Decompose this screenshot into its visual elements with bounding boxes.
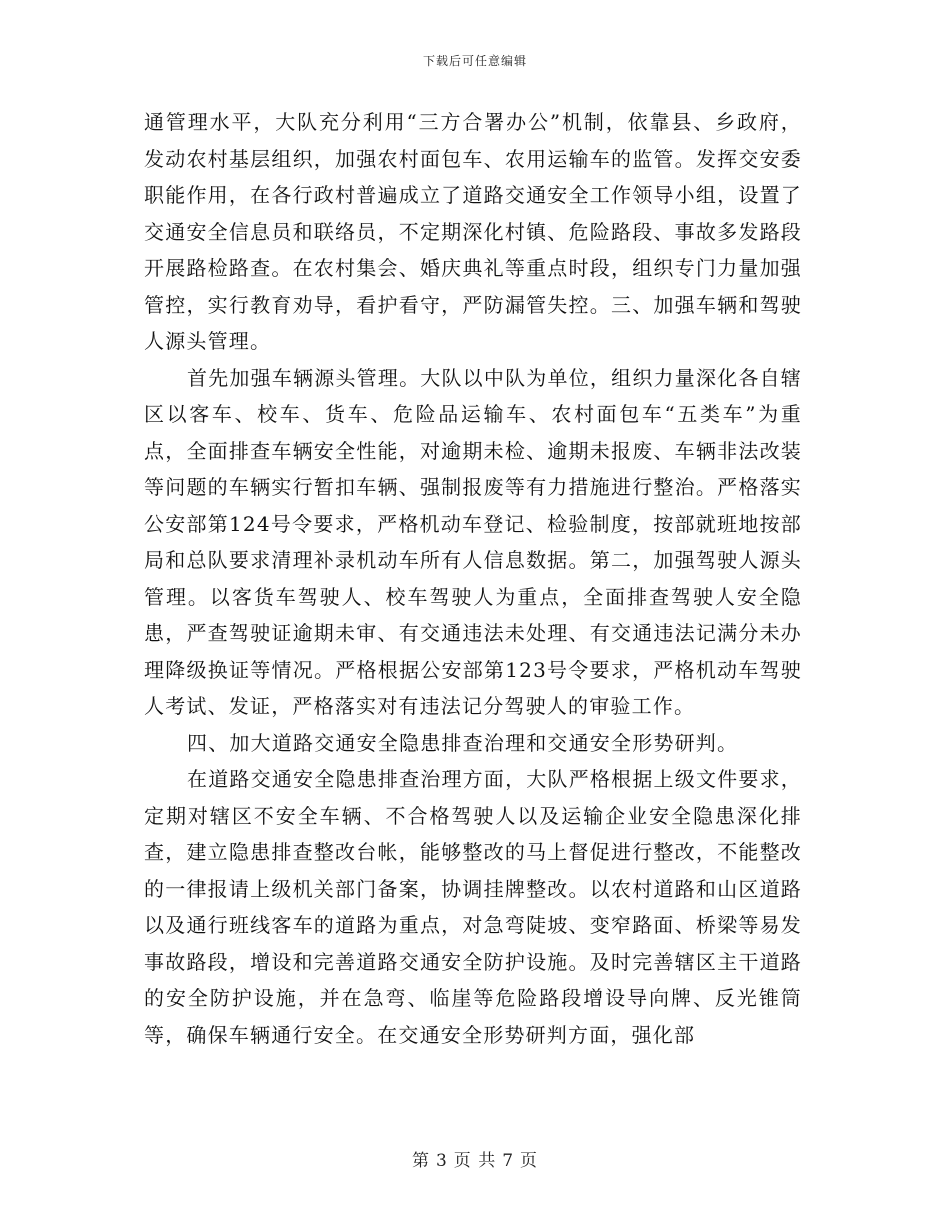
paragraph-2: 首先加强车辆源头管理。大队以中队为单位，组织力量深化各自辖区以客车、校车、货车、危险品运输车、农村面包车“五类车”为重点，全面排查车辆安全性能，对逾期未检、逾期未报废、车辆非法改装等问题的车辆实行暂扣车辆、强制报废等有力措施进行整治。严格落实公安部第124号令要求，严格机动车登记、检验制度，按部就班地按部局和总队要求清理补录机动车所有人信息数据。第二，加强驾驶人源头管理。以客货车驾驶人、校车驾驶人为重点，全面排查驾驶人安全隐患，严查驾驶证逾期未审、有交通违法未处理、有交通违法记满分未办理降级换证等情况。严格根据公安部第123号令要求，严格机动车驾驶人考试、发证，严格落实对有违法记分驾驶人的审验工作。 <box>144 365 802 718</box>
footer-suffix: 页 <box>520 1151 539 1171</box>
section-heading: 四、加大道路交通安全隐患排查治理和交通安全形势研判。 <box>187 730 739 755</box>
footer-prefix: 第 <box>411 1151 430 1171</box>
page-header: 下载后可任意编辑 <box>422 54 527 68</box>
paragraph-3: 在道路交通安全隐患排查治理方面，大队严格根据上级文件要求，定期对辖区不安全车辆、不合格驾驶人以及运输企业安全隐患深化排查，建立隐患排查整改台帐，能够整改的马上督促进行整改，不能整改的一律报请上级机关部门备案，协调挂牌整改。以农村道路和山区道路以及通行班线客车的道路为重点，对急弯陡坡、变窄路面、桥梁等易发事故路段，增设和完善道路交通安全防护设施。及时完善辖区主干道路的安全防护设施，并在急弯、临崖等危险路段增设导向牌、反光锥筒等，确保车辆通行安全。在交通安全形势研判方面，强化部 <box>144 767 802 1047</box>
total-pages-number: 7 <box>502 1151 515 1171</box>
paragraph-1: 通管理水平，大队充分利用“三方合署办公”机制，依靠县、乡政府，发动农村基层组织，加强农村面包车、农用运输车的监管。发挥交安委职能作用，在各行政村普遍成立了道路交通安全工作领导小组，设置了交通安全信息员和联络员，不定期深化村镇、危险路段、事故多发路段开展路检路查。在农村集会、婚庆典礼等重点时段，组织专门力量加强管控，实行教育劝导，看护看守，严防漏管失控。三、加强车辆和驾驶人源头管理。 <box>144 110 802 353</box>
document-body <box>144 104 802 1053</box>
current-page-number: 3 <box>435 1151 448 1171</box>
footer-middle: 页 共 <box>453 1151 497 1171</box>
page-footer <box>0 1146 950 1171</box>
